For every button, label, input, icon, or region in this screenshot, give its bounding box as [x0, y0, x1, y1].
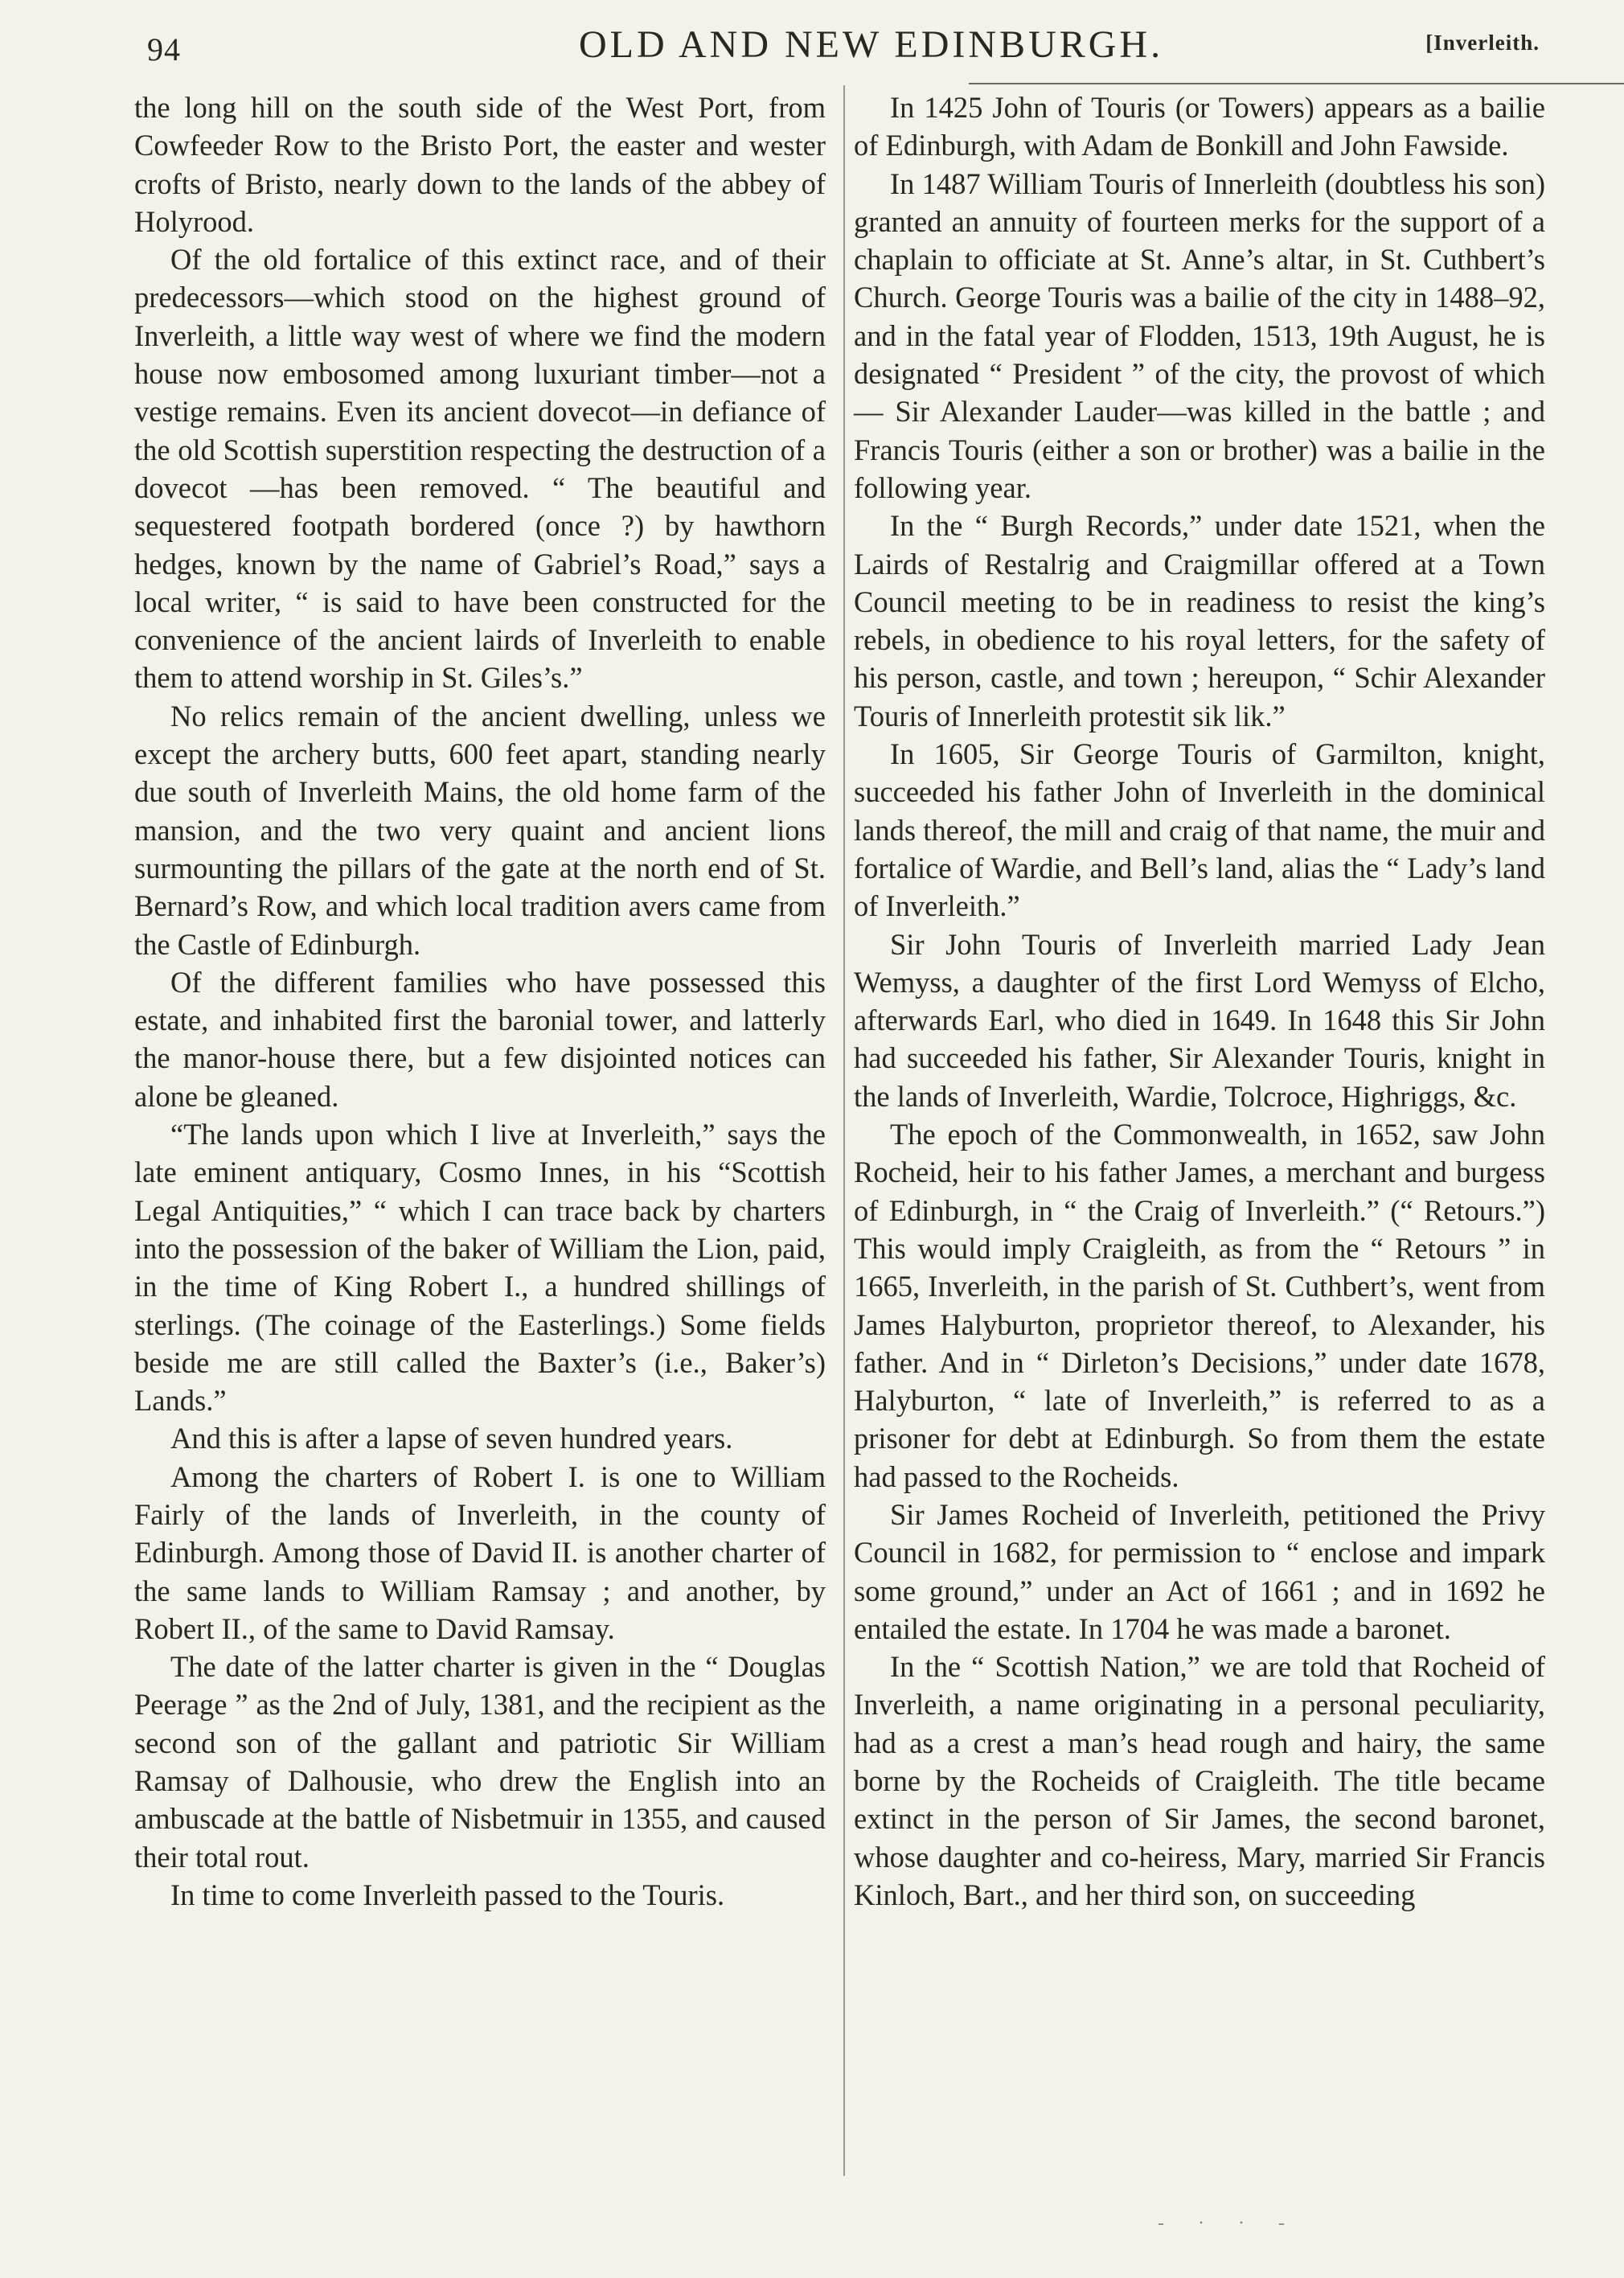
paragraph: Among the charters of Robert I. is one to William Fairly of the lands of Inverleith, in the county of Edinburgh. Among those of David II. is another charter of the same lands to William Ramsay ; and another, by Robert II., of the same to David Ramsay.	[134, 1459, 826, 1645]
left-column	[134, 88, 826, 1914]
paragraph: And this is after a lapse of seven hundred years.	[170, 1422, 733, 1455]
paragraph: In 1487 William Touris of Innerleith (doubtless his son) granted an annuity of fourteen merks for the support of a chaplain to officiate at St. Anne’s altar, in St. Cuthbert’s Church. George Touris was a bailie of the city in 1488–92, and in the fatal year of Flodden, 1513, 19th August, he is designated “ President ” of the city, the provost of which— Sir Alexander Lauder—was killed in the battle ; and Francis Touris (either a son or brother) was a bailie in the following year.	[854, 166, 1545, 504]
paragraph: Sir James Rocheid of Inverleith, petitioned the Privy Council in 1682, for permission to “ enclose and impark some ground,” under an Act of 1661 ; and in 1692 he entailed the estate. In 1704 he was made a baronet.	[854, 1497, 1545, 1645]
paragraph: In the “ Burgh Records,” under date 1521, when the Lairds of Restalrig and Craigmillar offered at a Town Council meeting to be in readiness to resist the king’s rebels, in obedience to his royal letters, for the safety of his person, castle, and town ; hereupon, “ Schir Alexander Touris of Innerleith protestit sik lik.”	[854, 509, 1545, 733]
running-title: OLD AND NEW EDINBURGH.	[579, 23, 1164, 66]
paragraph: No relics remain of the ancient dwelling, unless we except the archery butts, 600 feet apart, standing nearly due south of Inverleith Mains, the old home farm of the mansion, and the two very quaint and ancient lions surmounting the pillars of the gate at the north end of St. Bernard’s Row, and which local tradition avers came from the Castle of Edinburgh.	[134, 699, 826, 961]
page-number: 94	[147, 31, 181, 68]
footer-marks: - · · -	[1158, 2213, 1299, 2234]
page-header	[141, 23, 1564, 71]
paragraph: In 1605, Sir George Touris of Garmilton, knight, succeeded his father John of Inverleith in the dominical lands thereof, the mill and craig of that name, the muir and fortalice of Wardie, and Bell’s land, alias the “ Lady’s land of Inverleith.”	[854, 737, 1545, 923]
paragraph: The epoch of the Commonwealth, in 1652, saw John Rocheid, heir to his father James, a merchant and burgess of Edinburgh, in “ the Craig of Inverleith.” (“ Retours.”) This would imply Craigleith, as from the “ Retours ” in 1665, Inverleith, in the parish of St. Cuthbert’s, went from James Halyburton, proprietor thereof, to Alexander, his father. And in “ Dirleton’s Decisions,” under date 1678, Halyburton, “ late of Inverleith,” is referred to as a prisoner for debt at Edinburgh. So from them the estate had passed to the Rocheids.	[854, 1118, 1545, 1493]
header-rule	[969, 83, 1624, 84]
section-label: [Inverleith.	[1425, 31, 1540, 55]
paragraph: Of the old fortalice of this extinct race, and of their predecessors—which stood on the highest ground of Inverleith, a little way west of where we find the modern house now embosomed among luxuriant timber—not a vestige remains. Even its ancient dovecot—in defiance of the old Scottish superstition respecting the destruction of a dovecot —has been removed. “ The beautiful and sequestered footpath bordered (once ?) by hawthorn hedges, known by the name of Gabriel’s Road,” says a local writer, “ is said to have been constructed for the convenience of the ancient lairds of Inverleith to enable them to attend worship in St. Giles’s.”	[134, 243, 826, 695]
paragraph: the long hill on the south side of the West Port, from Cowfeeder Row to the Bristo Port, the easter and wester crofts of Bristo, nearly down to the lands of the abbey of Holyrood.	[134, 91, 826, 238]
paragraph: Sir John Touris of Inverleith married Lady Jean Wemyss, a daughter of the first Lord Wemyss of Elcho, afterwards Earl, who died in 1649. In 1648 this Sir John had succeeded his father, Sir Alexander Touris, knight in the lands of Inverleith, Wardie, Tolcroce, Highriggs, &c.	[854, 927, 1545, 1113]
paragraph: Of the different families who have possessed this estate, and inhabited first the baronial tower, and latterly the manor-house there, but a few disjointed notices can alone be gleaned.	[134, 965, 826, 1113]
right-column	[854, 88, 1545, 1914]
column-divider	[843, 85, 845, 2176]
paragraph: In 1425 John of Touris (or Towers) appears as a bailie of Edinburgh, with Adam de Bonkill and John Fawside.	[854, 91, 1545, 162]
paragraph: “The lands upon which I live at Inverleith,” says the late eminent antiquary, Cosmo Innes, in his “Scottish Legal Antiquities,” “ which I can trace back by charters into the possession of the baker of William the Lion, paid, in the time of King Robert I., a hundred shillings of sterlings. (The coinage of the Easterlings.) Some fields beside me are still called the Baxter’s (i.e., Baker’s) Lands.”	[134, 1118, 826, 1418]
paragraph: In time to come Inverleith passed to the Touris.	[170, 1878, 725, 1911]
paragraph: In the “ Scottish Nation,” we are told that Rocheid of Inverleith, a name originating in a personal peculiarity, had as a crest a man’s head rough and hairy, the same borne by the Rocheids of Craigleith. The title became extinct in the person of Sir James, the second baronet, whose daughter and co-heiress, Mary, married Sir Francis Kinloch, Bart., and her third son, on succeeding	[854, 1650, 1545, 1911]
paragraph: The date of the latter charter is given in the “ Douglas Peerage ” as the 2nd of July, 1381, and the recipient as the second son of the gallant and patriotic Sir William Ramsay of Dalhousie, who drew the English into an ambuscade at the battle of Nisbetmuir in 1355, and caused their total rout.	[134, 1650, 826, 1874]
